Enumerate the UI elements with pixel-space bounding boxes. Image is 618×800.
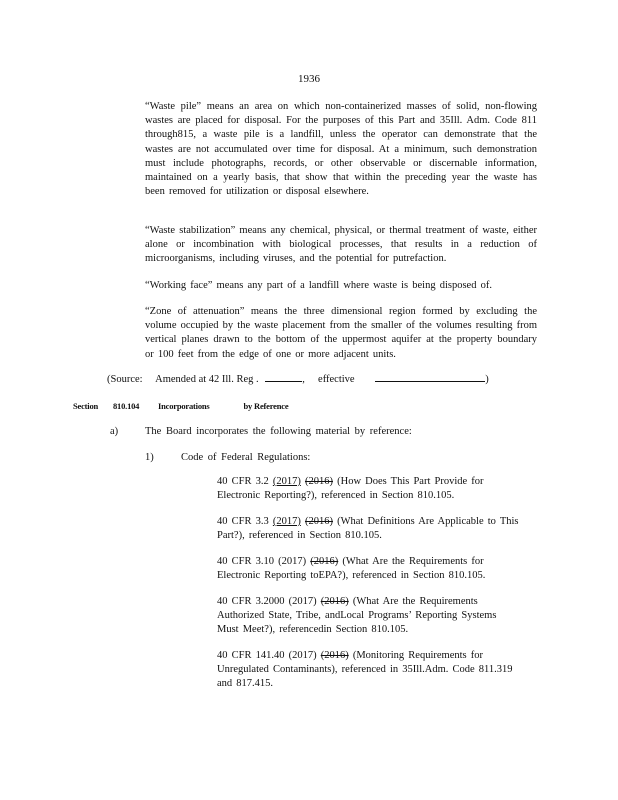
item-a-text: The Board incorporates the following material by reference: [145, 426, 412, 437]
cfr-prefix: 40 CFR 3.2000 (2017) [217, 596, 317, 607]
cfr-added-year: (2017) [272, 516, 301, 527]
cfr-rest: (What Are the Requirements for Electronic Reporting toEPA?), referenced in Section 810.105. [217, 556, 486, 582]
cfr-prefix: 40 CFR 141.40 (2017) [217, 650, 317, 661]
cfr-prefix: 40 CFR 3.2 [217, 476, 269, 487]
section-label: Section [73, 401, 99, 411]
item-a-marker: a) [110, 426, 119, 437]
cfr-prefix: 40 CFR 3.3 [217, 516, 269, 527]
cfr-entry [217, 515, 519, 543]
source-comma: , [302, 374, 305, 385]
section-title-main: Incorporations [158, 401, 210, 411]
source-note [107, 371, 527, 387]
source-amended: Amended at 42 Ill. Reg . [155, 374, 259, 385]
cfr-added-year: (2017) [272, 476, 301, 487]
section-title-by: by Reference [243, 401, 289, 411]
register-blank [265, 371, 302, 382]
cfr-deleted-year: (2016) [310, 556, 339, 567]
definition-waste-stabilization: “Waste stabilization” means any chemical, physical, or thermal treatment of waste, either alone or incombination with biological processes, that results in a reduction of microorganisms, including viruses, and the potential for putrefaction. [145, 225, 537, 265]
effective-date-blank [375, 371, 485, 382]
definition-working-face: “Working face” means any part of a landfill where waste is being disposed of. [145, 280, 492, 291]
cfr-entry [217, 475, 519, 503]
item-1-marker: 1) [145, 452, 154, 463]
cfr-prefix: 40 CFR 3.10 (2017) [217, 556, 307, 567]
cfr-rest: (What Are the Requirements Authorized State, Tribe, andLocal Programs’ Reporting Systems Must Meet?), referencedin Section 810.105. [217, 596, 497, 636]
cfr-entry [217, 595, 519, 638]
definition-waste-pile: “Waste pile” means an area on which non-containerized masses of solid, non-flowing wastes are placed for disposal. For the purposes of this Part and 35Ill. Adm. Code 811 through815, a waste pile is a landfill, unless the operator can demonstrate that the wastes are not accumulated over time for disposal. At a minimum, such demonstration must include photographs, records, or other observable or discernable information, maintained on a yearly basis, that show that within the preceding year the waste has been removed for utilization or disposal elsewhere. [145, 101, 537, 198]
cfr-rest: (How Does This Part Provide for Electronic Reporting?), referenced in Section 810.105. [217, 476, 484, 502]
definition-zone-of-attenuation: “Zone of attenuation” means the three dimensional region formed by excluding the volume occupied by the waste placement from the smaller of the volumes resulting from vertical planes drawn to the bottom of the uppermost aquifer at the property boundary or 100 feet from the edge of one or more adjacent units. [145, 306, 537, 360]
cfr-deleted-year: (2016) [304, 476, 333, 487]
cfr-deleted-year: (2016) [320, 596, 349, 607]
cfr-rest: (Monitoring Requirements for Unregulated Contaminants), referenced in 35Ill.Adm. Code 811.319 and 817.415. [217, 650, 513, 690]
cfr-entry [217, 555, 519, 583]
cfr-entry [217, 649, 519, 692]
cfr-deleted-year: (2016) [320, 650, 349, 661]
source-close: ) [485, 374, 489, 385]
item-1-text: Code of Federal Regulations: [181, 452, 311, 463]
section-number: 810.104 [113, 401, 140, 411]
source-effective: effective [318, 374, 355, 385]
cfr-deleted-year: (2016) [304, 516, 333, 527]
section-heading [73, 399, 289, 413]
section-title [158, 399, 288, 413]
page-number: 1936 [298, 73, 320, 85]
cfr-rest: (What Definitions Are Applicable to This Part?), referenced in Section 810.105. [217, 516, 519, 542]
source-open: (Source: [107, 374, 143, 385]
